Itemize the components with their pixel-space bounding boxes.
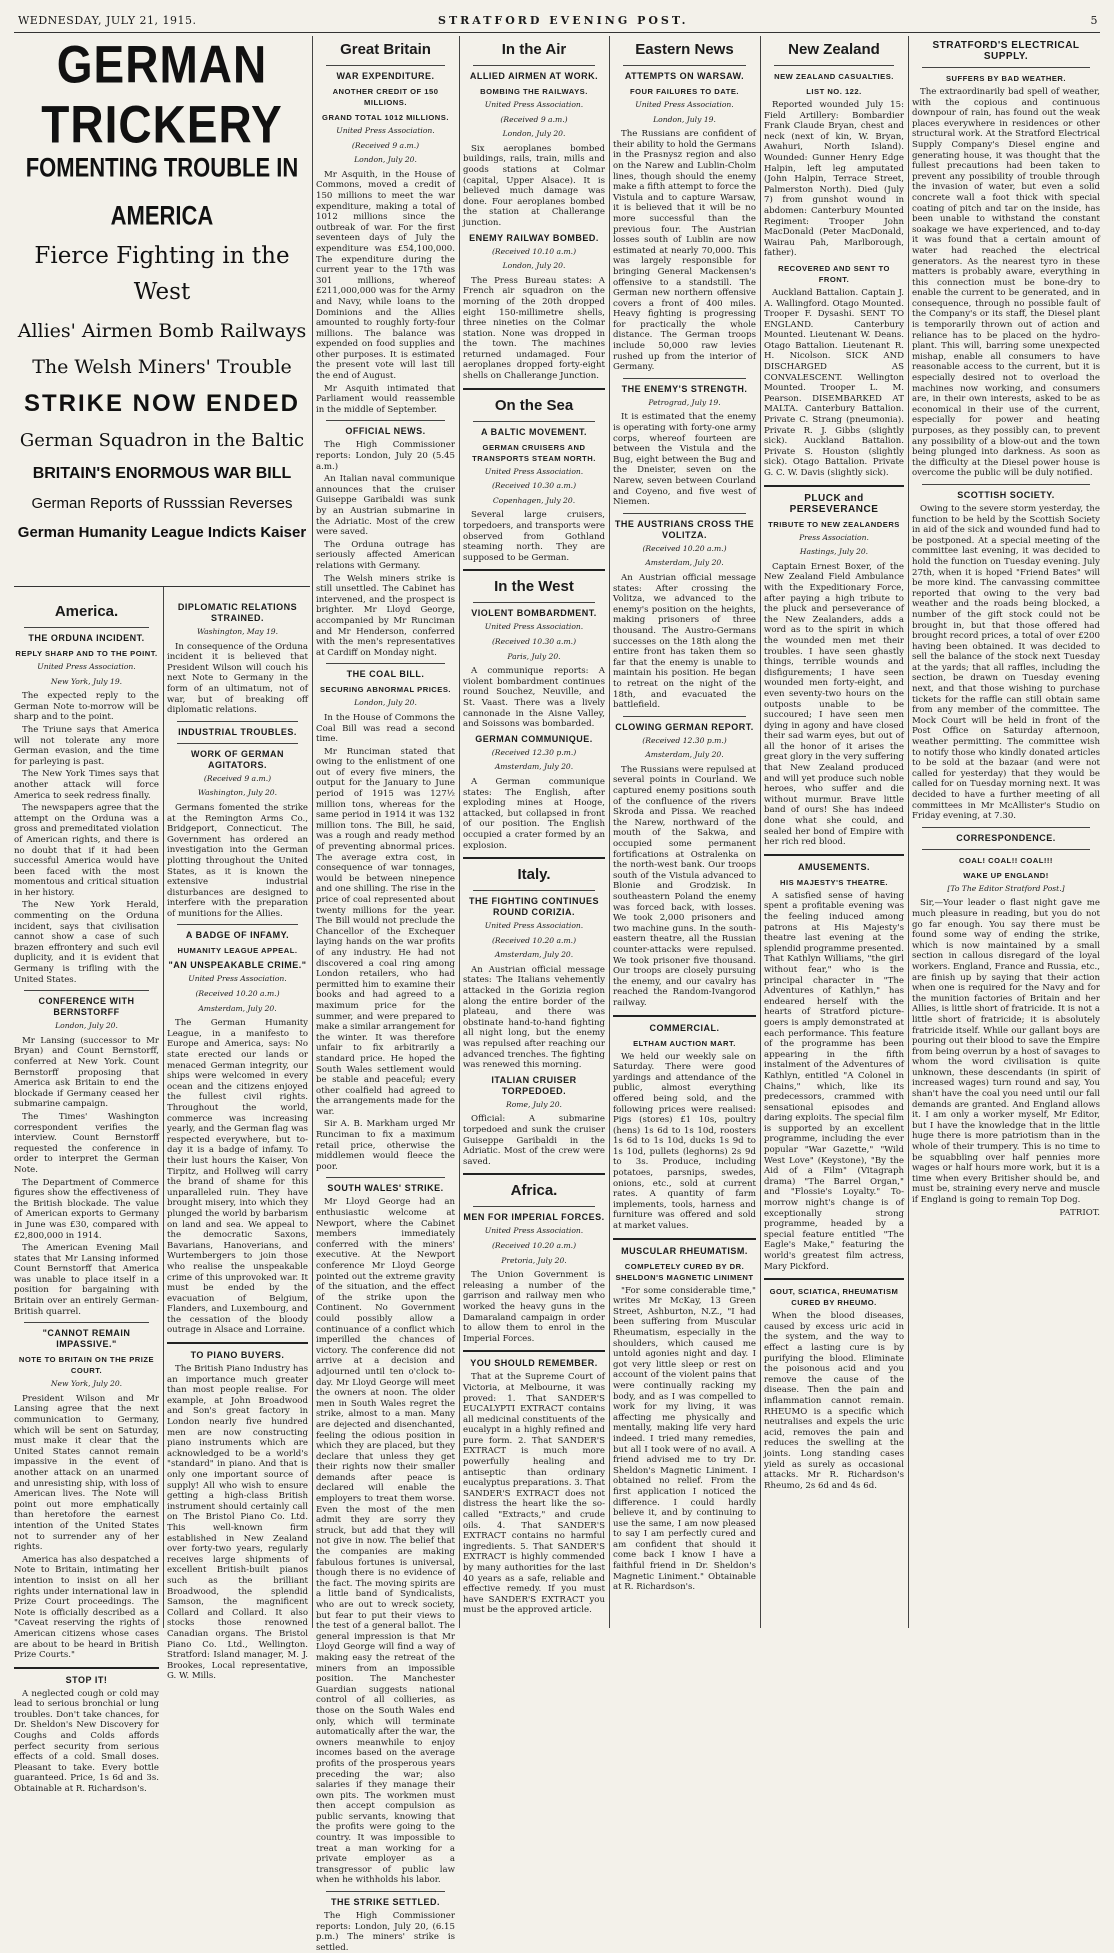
story-subhead: RECOVERED AND SENT TO FRONT.	[778, 263, 890, 284]
masthead-title: STRATFORD EVENING POST.	[438, 14, 689, 27]
paragraph: The Times' Washington correspondent verifies the interview. Count Bernstorff requested the conference in order to interpret the German Note.	[14, 1111, 159, 1175]
paragraph: It is estimated that the enemy is operating with forty-one army corps, whereof fourteen are between the Vistula and the Bug, eight between the Bug and the Dneister, seven on the Narew, seven between Courland and Coyeno, and five west of Niemen.	[613, 412, 756, 508]
column-rule	[163, 586, 164, 1628]
paragraph: An Austrian official message states: After crossing the Volitza, we advanced to the enemy's position on the heights, making prisoners of three thousand. The Austro-Germans successes on the 18th along the entire front has taken them so far that the enemy is unable to maintain his position. He began to retreat on the night of the 18th, and evacuated the battlefield.	[613, 572, 756, 711]
column-war-fronts	[463, 36, 605, 1628]
column-great-britain	[316, 36, 455, 1953]
banner-line-3: Fierce Fighting in the West	[34, 243, 290, 305]
dateline: London, July 20.	[502, 129, 566, 139]
letter-address: [To The Editor Stratford Post.]	[947, 883, 1065, 893]
story-headline: INDUSTRIAL TROUBLES.	[178, 726, 297, 737]
paragraph: Mr Asquith intimated that Parliament would reassemble in the middle of September.	[316, 383, 455, 415]
dateline: London, July 20.	[354, 698, 417, 708]
story-subhead: "AN UNSPEAKABLE CRIME."	[168, 960, 307, 971]
story-headline: COMMERCIAL.	[649, 1022, 720, 1033]
section-heading: On the Sea	[494, 396, 574, 414]
dateline: London, July 20.	[502, 261, 566, 271]
dateline: Amsterdam, July 20.	[645, 750, 724, 760]
story-subhead: SECURING ABNORMAL PRICES.	[319, 685, 452, 695]
story-subhead: WAKE UP ENGLAND!	[963, 870, 1049, 880]
paragraph: The Welsh miners strike is still unsettled. The Cabinet has intervened, and the prospect is brighter. Mr Lloyd George, accompanied by Mr Runciman and Mr Henderson, conferred with the men's representatives at Cardiff on Monday night.	[316, 573, 455, 658]
banner-line-10: German Humanity League Indicts Kaiser	[17, 524, 307, 541]
story-headline: THE STRIKE SETTLED.	[330, 1897, 440, 1908]
story-headline: NEW ZEALAND CASUALTIES.	[774, 72, 894, 81]
paragraph: We held our weekly sale on Saturday. There were good yardings and attendance of the public, almost everything offered being sold, and the following prices were realised: Pigs (stores) £1 10s, poultry (hens) 1s 6d to 1s 10d, roosters 1s 6d to 1s 10d, ducks 1s 9d to 1s 10d, pullets (leghorns) 2s 9d to 3s. Produce, including potatoes, parsnips, swedes, onions, etc., sold at current rates. A quantity of farm implements, tools, harness and furniture was offered and sold at market values.	[613, 1051, 756, 1232]
paragraph: Mr Runciman stated that owing to the enlistment of one out of every five miners, the output for the January to June period of 1915 was 127½ million tons, whereas for the same period in 1914 it was 132 million tons. The Bill, he said, was a rough and ready method of preventing abnormal prices. The average extra cost, in consequence of war tonnages, would be between ninepence and one shilling. The rise in the price of coal represented about twenty millions for the year. The Bill would not preclude the Chancellor of the Exchequer laying hands on the war profits of any industry. He had not discovered a coal ring among London retailers, who had permitted him to examine their books and had agreed to a maximum price for the summer, and were prepared to make a similar arrangement for the winter. It was therefore unfair to fix arbitrarily a standard price. He hoped the South Wales settlement would be stable and peaceful; every other coalfield had agreed to the arrangements made for the war.	[316, 746, 455, 1117]
masthead	[18, 14, 1098, 30]
story-headline: PLUCK and PERSEVERANCE	[789, 492, 879, 515]
received-time: (Received 12.30 p.m.)	[642, 735, 727, 745]
paragraph: The expected reply to the German Note to-morrow will be sharp and to the point.	[14, 691, 159, 723]
section-heading: Africa.	[510, 1182, 558, 1200]
column-eastern-news	[613, 36, 756, 1628]
banner-line-5: The Welsh Miners' Trouble	[32, 356, 292, 378]
banner-rule	[14, 586, 310, 587]
dateline: Petrograd, July 19.	[648, 397, 721, 407]
ad-headline: MUSCULAR RHEUMATISM.	[621, 1245, 748, 1256]
section-heading: New Zealand	[788, 41, 880, 58]
dateline: Washington, July 20.	[197, 788, 278, 798]
story-subhead: ANOTHER CREDIT OF 150 MILLIONS.	[332, 87, 439, 107]
paragraph: The New York Herald, commenting on the Orduna incident, says that civilisation cannot show a case of such brazen effrontery and such evil duplicity, and it is evident that Germany is trifling with the United States.	[14, 900, 159, 985]
dateline: Amsterdam, July 20.	[494, 950, 574, 960]
story-subhead: NOTE TO BRITAIN ON THE PRIZE COURT.	[18, 1355, 155, 1376]
story-headline: OFFICIAL NEWS.	[345, 426, 426, 437]
masthead-date: WEDNESDAY, JULY 21, 1915.	[18, 14, 197, 27]
column-rule	[312, 36, 313, 1628]
story-subhead: GERMAN CRUISERS AND TRANSPORTS STEAM NORTH.	[472, 442, 596, 463]
story-headline: THE AUSTRIANS CROSS THE VOLITZA.	[614, 518, 755, 540]
banner-line-1: GERMAN TRICKERY	[41, 34, 283, 154]
story-subhead: GRAND TOTAL 1012 MILLIONS.	[322, 113, 449, 122]
agency: United Press Association.	[484, 1226, 584, 1236]
paragraph: The Triune says that America will not tolerate any more German evasion, and the time for parleying is past.	[14, 724, 159, 767]
story-subhead: BOMBING THE RAILWAYS.	[480, 87, 588, 96]
letter-signature: PATRIOT.	[1059, 1207, 1100, 1218]
column-rule	[908, 36, 909, 1628]
paragraph: The Russians are confident of their ability to hold the Germans in the Prasnysz region and also on the Narew and Lublin-Cholm lines, though should the enemy make a fifth attempt to force the Vistula and to capture Warsaw, it is believed that it will be no more successful than the previous four. The Austrian losses south of Lublin are now estimated at nearly 70,000. This was largely responsible for bringing General Mackensen's offensive to a standstill. The German new northern offensive covers a front of 400 miles. Heavy fighting is progressing for practically the whole distance. The German troops include 50,000 raw levies rushed up from the interior of Germany.	[613, 129, 756, 373]
story-subhead: TRIBUTE TO NEW ZEALANDERS	[768, 519, 900, 529]
dateline: Pretoria, July 20.	[501, 1255, 567, 1265]
story-headline: SCOTTISH SOCIETY.	[957, 489, 1055, 500]
story-headline: DIPLOMATIC RELATIONS STRAINED.	[177, 602, 298, 623]
story-headline: VIOLENT BOMBARDMENT.	[471, 608, 597, 619]
agency: United Press Association.	[336, 126, 435, 135]
column-america	[14, 598, 159, 1795]
section-heading: Great Britain	[340, 41, 431, 58]
received-time: (Received 10.20 a.m.)	[491, 1240, 577, 1250]
paragraph: A communique reports: A violent bombardment continues round Souchez, Neuville, and St. Vaast. There was a lively cannonade in the Aisne Valley, and Soissons was bombarded.	[463, 666, 605, 730]
received-time: (Received 9 a.m.)	[351, 140, 420, 150]
dateline: Amsterdam, July 20.	[494, 762, 574, 772]
dateline: Rome, July 20.	[506, 1099, 562, 1109]
column-local-news	[912, 36, 1100, 1628]
ad-subhead: COMPLETELY CURED BY DR. SHELDON'S MAGNETIC LINIMENT	[615, 1261, 754, 1282]
dateline: London, July 19.	[653, 114, 716, 124]
story-subhead: FOUR FAILURES TO DATE.	[629, 87, 740, 96]
banner-line-7: German Squadron in the Baltic	[19, 430, 305, 451]
received-time: (Received 10.20 a.m.)	[195, 989, 280, 999]
column-diplomatic	[167, 598, 308, 1682]
story-headline: THE FIGHTING CONTINUES ROUND CORIZIA.	[469, 896, 599, 918]
paragraph: Six aeroplanes bombed buildings, rails, train, mills and goods stations at Colmar (capital, Upper Alsace). It is believed much damage was done. Four aeroplanes bombed the station at Challerange junction.	[463, 143, 605, 228]
paragraph: America has also despatched a Note to Britain, intimating her intention to insist on all her rights under international law in Prize Court proceedings. The Note is officially described as a "Caveat reserving the rights of American citizens whose cases are about to be heard in British Prize Courts."	[14, 1554, 159, 1661]
received-time: (Received 10.20 a.m.)	[642, 543, 727, 553]
paragraph: The German Humanity League, in a manifesto to Europe and America, says: No state erected our lands or menaced German integrity, our ships were welcomed in every ocean and the citizens enjoyed the fullest civil rights. Throughout the world, commerce was increasing yearly, and the German flag was respected everywhere, but to-day it is a badge of infamy. To their lust hours the Kaiser, Von Tirpitz, and Hollweg will carry the brand of shame for this unparalleled ruin. They have brought misery, into which they plunged the world by barbarism on land and sea. We appeal to the democratic Saxons, Bavarians, Hanoverians, and Wurtembergers to join those who realise the unspeakable crime of this unprovoked war. It must be ended by the evacuation of Belgium, Flanders, and Luxembourg, and the cessation of the bloody outrage in Alsace and Lorraine.	[167, 1018, 308, 1336]
column-rule	[609, 36, 610, 1628]
story-subhead: HUMANITY LEAGUE APPEAL.	[177, 946, 298, 956]
paragraph: Owing to the severe storm yesterday, the function to be held by the Scottish Society in aid of the sick and wounded fund had to be postponed. At a special meeting of the committee last evening, it was decided to hold the function on Tuesday evening. July 27th, when it is hoped "Friend Bates" will be more kind. The canvassing committee reported that owing to the very bad weather and the roads being blocked, a number of the gift stock could not be brought in, but that those offered had brought record prices, a total of over £200 having been obtained. It was decided to sell the balance of the stock next Tuesday at the yards; that all raffles, including the section, be drawn on Tuesday evening next, and that those wishing to purchase tickets for the raffle can still obtain same from any member of the committee. The Mock Court will be held in front of the Post Office on Saturday afternoon, weather permitting. The committee wish to notify those who kindly donated articles to be sold at the bazaar (and were not called for yesterday) that they would be called for on Tuesday morning next. It was decided to have a further meeting of all committees in Mr McAllister's Studio on Friday evening, at 7.30.	[912, 503, 1100, 822]
ad-text: "For some considerable time," writes Mr McKay, 13 Green Street, Ashburton, N.Z., "I had been suffering from Muscular Rheumatism, especially in the shoulders, which caused me untold agonies night and day. I got very little sleep or rest on account of the violent pains that were continually racking my body, and as I was compelled to work for my living, it was affecting me physically and mentally, making life very hard indeed. I tried many remedies, but all I took were of no avail. A friend advised me to try Dr. Sheldon's Magnetic Liniment. I obtained no relief. From the first application I noticed the difference. I could hardly believe it, and by continuing to use the same, I am now pleased to say I am perfectly cured and am confident that should it come back I know I have a faithful friend in Dr. Sheldon's Magnetic Liniment." Obtainable at R. Richardson's.	[613, 1285, 756, 1593]
paragraph: The High Commissioner reports: London, July 20 (5.45 a.m.)	[316, 440, 455, 472]
story-headline: "CANNOT REMAIN IMPASSIVE."	[42, 1328, 131, 1350]
section-heading: Italy.	[517, 866, 551, 884]
story-subhead: LIST NO. 122.	[806, 87, 862, 96]
section-heading: STRATFORD'S ELECTRICAL SUPPLY.	[932, 40, 1080, 62]
dateline: London, July 20.	[55, 1021, 118, 1031]
dateline: New York, July 20.	[50, 1379, 123, 1389]
paragraph: Mr Lansing (successor to Mr Bryan) and Count Bernstorff, conferred at New York. Count Bernstorff proposing that America ask Britain to end the blockade if Germany ceased her submarine campaign.	[14, 1035, 159, 1110]
ad-text: When the blood diseases, caused by excess uric acid in the system, and the way to effect a lasting cure is by purifying the blood. Eliminate the poisonous acid and you remove the cause of the disease. Then the pain and inflammation cannot remain. RHEUMO is a specific which neutralises and expels the uric acid, removes the pain and reduces the swelling at the joints. Long standing cases yield as surely as occasional attacks. Mr R. Richardson's Rheumo, 2s 6d and 4s 6d.	[764, 1311, 904, 1491]
paragraph: Mr Asquith, in the House of Commons, moved a credit of 150 millions to meet the war expenditure, making a total of 1012 millions since the outbreak of war. For the first seventeen days of July the expenditure was £54,100,000. The expenditure during the current year to the 17th was 301 millions, whereof £211,000,000 was for the Army and Navy, while loans to the Dominions and the Allies amounted to roughly forty-four millions. The balance was expended on food supplies and other purposes. It is estimated the present vote will last till the end of August.	[316, 169, 455, 382]
banner-line-6: STRIKE NOW ENDED	[23, 390, 300, 417]
dateline: Amsterdam, July 20.	[198, 1003, 277, 1013]
story-subhead: HIS MAJESTY'S THEATRE.	[779, 877, 889, 887]
banner-line-8: BRITAIN'S ENORMOUS WAR BILL	[32, 465, 292, 482]
agency: United Press Association.	[188, 974, 287, 984]
story-headline: MEN FOR IMPERIAL FORCES.	[463, 1212, 605, 1223]
paragraph: The Union Government is releasing a number of the garrison and railway men who worked the heavy guns in the Damaraland campaign in order to allow them to enrol in the Imperial Forces.	[463, 1270, 605, 1344]
story-headline: ATTEMPTS ON WARSAW.	[624, 71, 745, 81]
dateline: Copenhagen, July 20.	[492, 495, 576, 505]
masthead-page: 5	[1090, 14, 1098, 27]
dateline: Washington, May 19.	[196, 627, 279, 636]
paragraph: Sir A. B. Markham urged Mr Runciman to fix a maximum retail price, otherwise the middlemen would fleece the poor.	[316, 1119, 455, 1172]
dateline: Amsterdam, July 20.	[645, 558, 724, 568]
received-time: (Received 12.30 p.m.)	[491, 747, 577, 757]
story-headline: WORK OF GERMAN AGITATORS.	[191, 748, 284, 770]
masthead-rule	[14, 32, 1100, 33]
ad-headline: YOU SHOULD REMEMBER.	[470, 1358, 598, 1369]
paragraph: The Press Bureau states: A French air squadron on the morning of the 20th dropped eight 150-millimetre shells, three nineties on the Colmar station. None was dropped in the town. The machines returned undamaged. Four aeroplanes dropped forty-eight shells on Challerange Junction.	[463, 275, 605, 382]
agency: United Press Association.	[484, 100, 584, 109]
paragraph: Sir,—Your leader o flast night gave me much pleasure in reading, but you do not go far enough. You say there must be found some way of ending the strike, which is now maintained by a small section in callous disregard of the loyal workers. England, France and Russia, etc., are finish up by saying that their action when one is required for the Navy and for the munition factories of Britain and her Allies, is little short of fratricide. It is not a little short of fratricide; it is absolutely fratricide itself. While our gallant boys are pouring out their blood to save the Empire from being overrun by a host of savages to whom the word civilisation is quite unknown, these descendants (in spirit of increased wages) turn round and say, You shan't have the coal you need until our fall demands are granted. And England allows it. I am only a worker myself, Mr Editor, but I have the knowledge that in the little huge there is more patriotism than in the whole of their trumpery. This is no time to be squabbling over half pennies more wages or half hours more work, but it is a time when every Britisher should be, and must be, straining every nerve and muscle if England is going to remain Top Dog.	[912, 898, 1100, 1205]
agency: Press Association.	[799, 532, 869, 542]
story-subhead: REPLY SHARP AND TO THE POINT.	[15, 649, 158, 658]
paragraph: Germans fomented the strike at the Remington Arms Co., Bridgeport, Connecticut. The Government has ordered an investigation into the German plotting throughout the United States, as it is known the extensive industrial disturbances are designed to interfere with the preparation of munitions for the Allies.	[167, 802, 308, 919]
dateline: London, July 20.	[354, 155, 417, 165]
paragraph: Captain Ernest Boxer, of the New Zealand Field Ambulance with the Expeditionary Force, after paying a high tribute to the pluck and perseverance of the New Zealanders, adds a word as to the spirit in which the wounded men met their troubles. I have seen ghastly things, terrible wounds and disfigurements; I have seen wounded men forty-eight, and even seventy-two hours on the outposts unable to be succoured; I have seen men dying in agony and have closed their sad warm eyes, but out of all the honor of it arises the great glory in the very suffering that New Zealand produced and will yet produce such noble heroes, who suffer and die without murmur. Brave little band of ours! She has indeed done what she could, and sealed her bond of Empire with her rich red blood.	[764, 561, 904, 848]
ad-text: That at the Supreme Court of Victoria, at Melbourne, it was proved: 1. That SANDER'S EUCALYPTI EXTRACT contains all medicinal constituents of the eucalypt in a highly refined and pure form. 2. That SANDER'S EXTRACT is much more powerfully healing and antiseptic than ordinary eucalyptus preparations. 3. That SANDER'S EXTRACT does not distress the heart like the so-called "Extracts," and crude oils. 4. That SANDER'S EXTRACT contains no harmful ingredients. 5. That SANDER'S EXTRACT is highly commended by many authorities for the last 40 years as a safe, reliable and effective remedy. If you must have SANDER'S EXTRACT you must be the approved article.	[463, 1372, 605, 1616]
story-headline: THE COAL BILL.	[346, 669, 425, 680]
column-rule	[459, 36, 460, 1628]
banner-line-9: German Reports of Russsian Reverses	[31, 495, 293, 512]
story-subhead: COAL! COAL!! COAL!!!	[959, 855, 1053, 865]
dateline: New York, July 19.	[50, 676, 123, 686]
section-heading: In the Air	[501, 41, 567, 58]
received-time: (Received 10.30 a.m.)	[491, 481, 577, 491]
agency: United Press Association.	[37, 662, 136, 671]
story-headline: THE ORDUNA INCIDENT.	[28, 633, 145, 643]
story-subhead: ELTHAM AUCTION MART.	[633, 1038, 736, 1048]
column-rule	[760, 36, 761, 1628]
headline-banner	[14, 36, 310, 584]
received-time: (Received 9 a.m.)	[203, 773, 272, 783]
ad-headline: STOP IT!	[65, 1674, 108, 1685]
paragraph: In the House of Commons the Coal Bill was read a second time.	[316, 712, 455, 745]
dateline: Hastings, July 20.	[799, 547, 869, 557]
story-headline: SOUTH WALES' STRIKE.	[327, 1183, 444, 1194]
paragraph: Reported wounded July 15: Field Artillery: Bombardier Frank Claude Bryan, chest and neck (next of kin, W. Bryan, Awahuri, North Island). Wounded: Gunner Henry Edge Halpin, left leg amputated (John Halpin, Terrace Street, Palmerston North). Died (July 7) from gunshot wound in abdomen: Canterbury Mounted Regiment: Trooper John MacDonald (Peter MacDonald, Wairau Pah, Marlborough, father).	[764, 100, 904, 259]
agency: United Press Association.	[484, 466, 584, 476]
dateline: Paris, July 20.	[507, 651, 561, 661]
story-headline: CONFERENCE WITH BERNSTORFF	[38, 996, 135, 1018]
paragraph: The Department of Commerce figures show the effectiveness of the British blockade. The value of American exports to Germany in June was £30, compared with £2,800,000 in 1914.	[14, 1177, 159, 1241]
received-time: (Received 9 a.m.)	[500, 114, 568, 124]
paragraph: An Austrian official message states: The Italians vehemently attacked in the Gorizia region along the entire border of the plateau, and there was obstinate hand-to-hand fighting all night long, but the enemy was repulsed after reaching our advanced trenches. The fighting was renewed this morning.	[463, 964, 605, 1071]
story-headline: ENEMY RAILWAY BOMBED.	[469, 232, 599, 243]
story-headline: SUFFERS BY BAD WEATHER.	[945, 74, 1067, 83]
ad-headline: GOUT, SCIATICA, RHEUMATISM CURED BY RHEUMO.	[769, 1287, 899, 1308]
paragraph: President Wilson and Mr Lansing agree that the next communication to Germany, which will be sent on Saturday, must make it clear that the United States cannot remain impassive in the event of another attack on an unarmed and unresisting ship, with loss of American lives. The Note will point out more emphatically than heretofore the earnest intention of the United States not to surrender any of her rights.	[14, 1393, 159, 1553]
story-headline: WAR EXPENDITURE.	[336, 71, 435, 81]
paragraph: A satisfied sense of having spent a profitable evening was the feeling induced among patrons at His Majesty's theatre last evening at the splendid programme presented. That Kathlyn Williams, "the girl without fear," who is the principal character in "The Adventures of Kathlyn," has endeared herself with the hearts of Stratford picture-goers is amply demonstrated at each performance. This feature of the programme has been appearing in the fifth instalment of the Adventures of Kathlyn, entitled "A Colonel in Chains," which, like its predecessors, crammed with sensational episodes and daring exploits. The special film is supported by an excellent programme, including the ever popular "War Gazette," "Wild West Love" (Keystone), "By the Aid of a Film" (Vitagraph drama) "The Barrel Organ," and "Flossie's Loyalty." To-morrow night's change is of exceptionally strong programme, headed by a special feature entitled "The Eagle's Make," featuring the world's greatest film actress, Mary Pickford.	[764, 890, 904, 1272]
story-headline: A BADGE OF INFAMY.	[185, 930, 290, 941]
paragraph: Mr Lloyd George had an enthusiastic welcome at Newport, where the Cabinet members immediately conferred with the miners' executive. At the Newport conference Mr Lloyd George pointed out the extreme gravity of the situation, and the effect of the strike upon the Continent. No Government could possibly allow a continuance of a conflict which imperilled the chances of victory. The conference did not arrive at a decision and adjourned until ten o'clock to-day. Mr Lloyd George will meet the owners at noon. The older men in South Wales regret the strike, almost to a man. Many are dejected and disenchanted, feeling the odious position in which they are placed, but they declare that unless they get their rights now their smaller demands after peace is declared will enable the employers to treat them worse. Even the most of the men admit they are sorry they struck, but add that they will not give in now. The belief that the companies are making fabulous fortunes is universal, though there is no evidence of the fact. The moving spirits are a little band of Syndicalists, who are out to wreck society, but fear to put their views to the test of a general ballot. The general impression is that Mr Lloyd George will find a way of making easy the retreat of the miners from an impossible position. The Manchester Guardian suggests national control of all collieries, as those on the South Wales end only, which will terminate automatically after the war, the owners meanwhile to enjoy incomes based on the average profits of the prosperous years preceding the war; also salaries if they manage their own pits. The workmen must then accept compulsion as public servants, knowing that the profits were going to the country. It was impossible to treat a man working for a private employer as a transgressor of public law when he withholds his labor.	[316, 1197, 455, 1886]
received-time: (Received 10.30 a.m.)	[491, 637, 577, 646]
paragraph: Official: A submarine torpedoed and sunk the cruiser Guiseppe Garibaldi in the Adriatic. Most of the crew were saved.	[463, 1114, 605, 1167]
paragraph: The Russians were repulsed at several points in Courland. We captured enemy positions south of the confluence of the rivers Skroda and Pissa. We reached the Narew, northward of the mouth of the Sakwa, and occupied some permanent fortifications at Ostralenka on the north-west bank. Our troops south of the Vistula advanced to Blonie and Grodzisk. In southeastern Poland the enemy was forced back, with losses. We took 2,000 prisoners and two machine guns. In the south-eastern theatre, all the Russian counter-attacks were repulsed. We took prisoner five thousand. Our troops are closely pursuing the enemy, and our cavalry has reached the Random-Ivangorod railway.	[613, 764, 756, 1008]
ad-text: The British Piano Industry has an importance much greater than most people realise. For example, at John Broadwood and Son's great factory in London nearly five hundred men are now constructing piano instruments which are acknowledged to be a world's "standard" in piano. And that is only one important source of supply! All who wish to ensure getting a high-class British instrument should certainly call on The Bristol Piano Co. Ltd. This well-known firm established in New Zealand over forty-two years, regularly receives large shipments of excellent British-built pianos such as the brilliant Broadwood, the splendid Samson, the magnificent Collard and Collard. It also stocks those renowned Canadian organs. The Bristol Piano Co. Ltd., Wellington. Stratford: Island manager, M. J. Brookes, Local representative, G. W. Mills.	[167, 1364, 308, 1682]
paragraph: A German communique states: The English, after exploding mines at Hooge, attacked, but collapsed in front of our position. The English occupied a crater formed by an explosion.	[463, 776, 605, 851]
banner-line-2: FOMENTING TROUBLE IN AMERICA	[25, 152, 299, 231]
column-new-zealand	[764, 36, 904, 1628]
received-time: (Received 10.10 a.m.)	[491, 246, 577, 256]
paragraph: The American Evening Mail states that Mr Lansing informed Count Bernstorff that America was unable to place itself in a position for bargaining with Britain over an entirely German-British quarrel.	[14, 1243, 159, 1317]
paragraph: The newspapers agree that the attempt on the Orduna was a gross and premeditated violation of American rights, and there is no doubt that if it had been successful America would have been faced with the most momentous and critical situation in her history.	[14, 803, 159, 898]
story-headline: CORRESPONDENCE.	[956, 832, 1056, 843]
story-headline: ALLIED AIRMEN AT WORK.	[469, 71, 599, 81]
section-heading: In the West	[494, 578, 574, 596]
section-heading: Eastern News	[635, 41, 734, 58]
paragraph: Auckland Battalion. Captain J. A. Wallingford. Otago Mounted. Trooper F. Dysashi. SENT TO ENGLAND. Canterbury Mounted. Lieutenant W. Deans. Otago Battalion. Lieutenant R. H. Nicolson. SICK AND DISCHARGED AS CONVALESCENT. Wellington Mounted. Trooper L. M. Pearson. DISEMBARKED AT MALTA. Canterbury Battalion. Private C. Strang (pneumonia). Private R. J. Gibbs (slightly sick). Auckland Battalion. Private S. Houston (slightly sick). Otago Battalion. Private G. C. W. Davis (slightly sick).	[764, 287, 904, 478]
banner-line-4: Allies' Airmen Bomb Railways	[17, 320, 307, 342]
story-headline: ITALIAN CRUISER TORPEDOED.	[491, 1074, 577, 1096]
story-headline: THE ENEMY'S STRENGTH.	[621, 383, 748, 394]
paragraph: An Italian naval communique announces that the cruiser Guiseppe Garibaldi was sunk by an Austrian submarine in the Adriatic. Most of the crew were saved.	[316, 474, 455, 538]
paragraph: The New York Times says that another attack will force America to seek redress finally.	[14, 769, 159, 801]
story-headline: GERMAN COMMUNIQUE.	[475, 733, 593, 744]
story-headline: AMUSEMENTS.	[797, 861, 870, 872]
story-headline: A BALTIC MOVEMENT.	[481, 426, 587, 437]
paragraph: In consequence of the Orduna incident it is believed that President Wilson will couch his next Note to Germany in the form of an ultimatum, not of war, but of breaking off diplomatic relations.	[167, 641, 308, 716]
paragraph: Several large cruisers, torpedoers, and transports were observed from Gothland steaming north. They are supposed to be German.	[463, 510, 605, 563]
story-headline: CLOWING GERMAN REPORT.	[615, 721, 754, 732]
paragraph: The extraordinarily bad spell of weather, with the copious and continuous downpour of rain, has found out the weak places everywhere in residences or other structural work. At the Stratford Electrical Supply Company's Diesel engine and generating house, it was thought that the fullest precautions had been taken to prevent any possibility of trouble through the invasion of water, but even a solid concrete wall a foot thick with special coating of pitch and tar on the inside, has been unable to withstand the constant soakage we have experienced, and to-day it was found that a certain amount of water had reached the electrical generators. As the nearest tyro in these matters is probably aware, everything in this connection must be bone-dry to enable the current to be generated, and in consequence, through no possible fault of the Company's or its staff, the Diesel plant is temporarily thrown out of action and reliance has to be placed on the hydro-plant. This will, barring some unexpected mishap, enable all consumers to have reasonable access to the current, but it is especially desired not to overload the machines now working, and consumers are, in their own interests, asked to be as economical in their use of the current, especially for power and heating purposes, as they possibly can, to prevent any possibility of a blow-out and the town being plunged into darkness. As soon as the difficulty at the Diesel power house is overcome the public will be duly notified.	[912, 87, 1100, 479]
agency: United Press Association.	[635, 100, 734, 109]
paragraph: The High Commissioner reports: London, July 20, (6.15 p.m.) The miners' strike is settled.	[316, 1911, 455, 1953]
paragraph: The Orduna outrage has seriously affected American relations with Germany.	[316, 539, 455, 571]
agency: United Press Association.	[484, 921, 584, 931]
ad-headline: TO PIANO BUYERS.	[190, 1350, 285, 1361]
section-heading: America.	[54, 603, 119, 620]
agency: United Press Association.	[484, 622, 584, 632]
ad-text: A neglected cough or cold may lead to serious bronchial or lung troubles. Don't take chances, for Dr. Sheldon's New Discovery for Coughs and Colds affords perfect security from serious effects of a cold. Small doses. Pleasant to take. Every bottle guaranteed. Price, 1s 6d and 3s. Obtainable at R. Richardson's.	[14, 1688, 159, 1795]
received-time: (Received 10.20 a.m.)	[491, 935, 577, 945]
